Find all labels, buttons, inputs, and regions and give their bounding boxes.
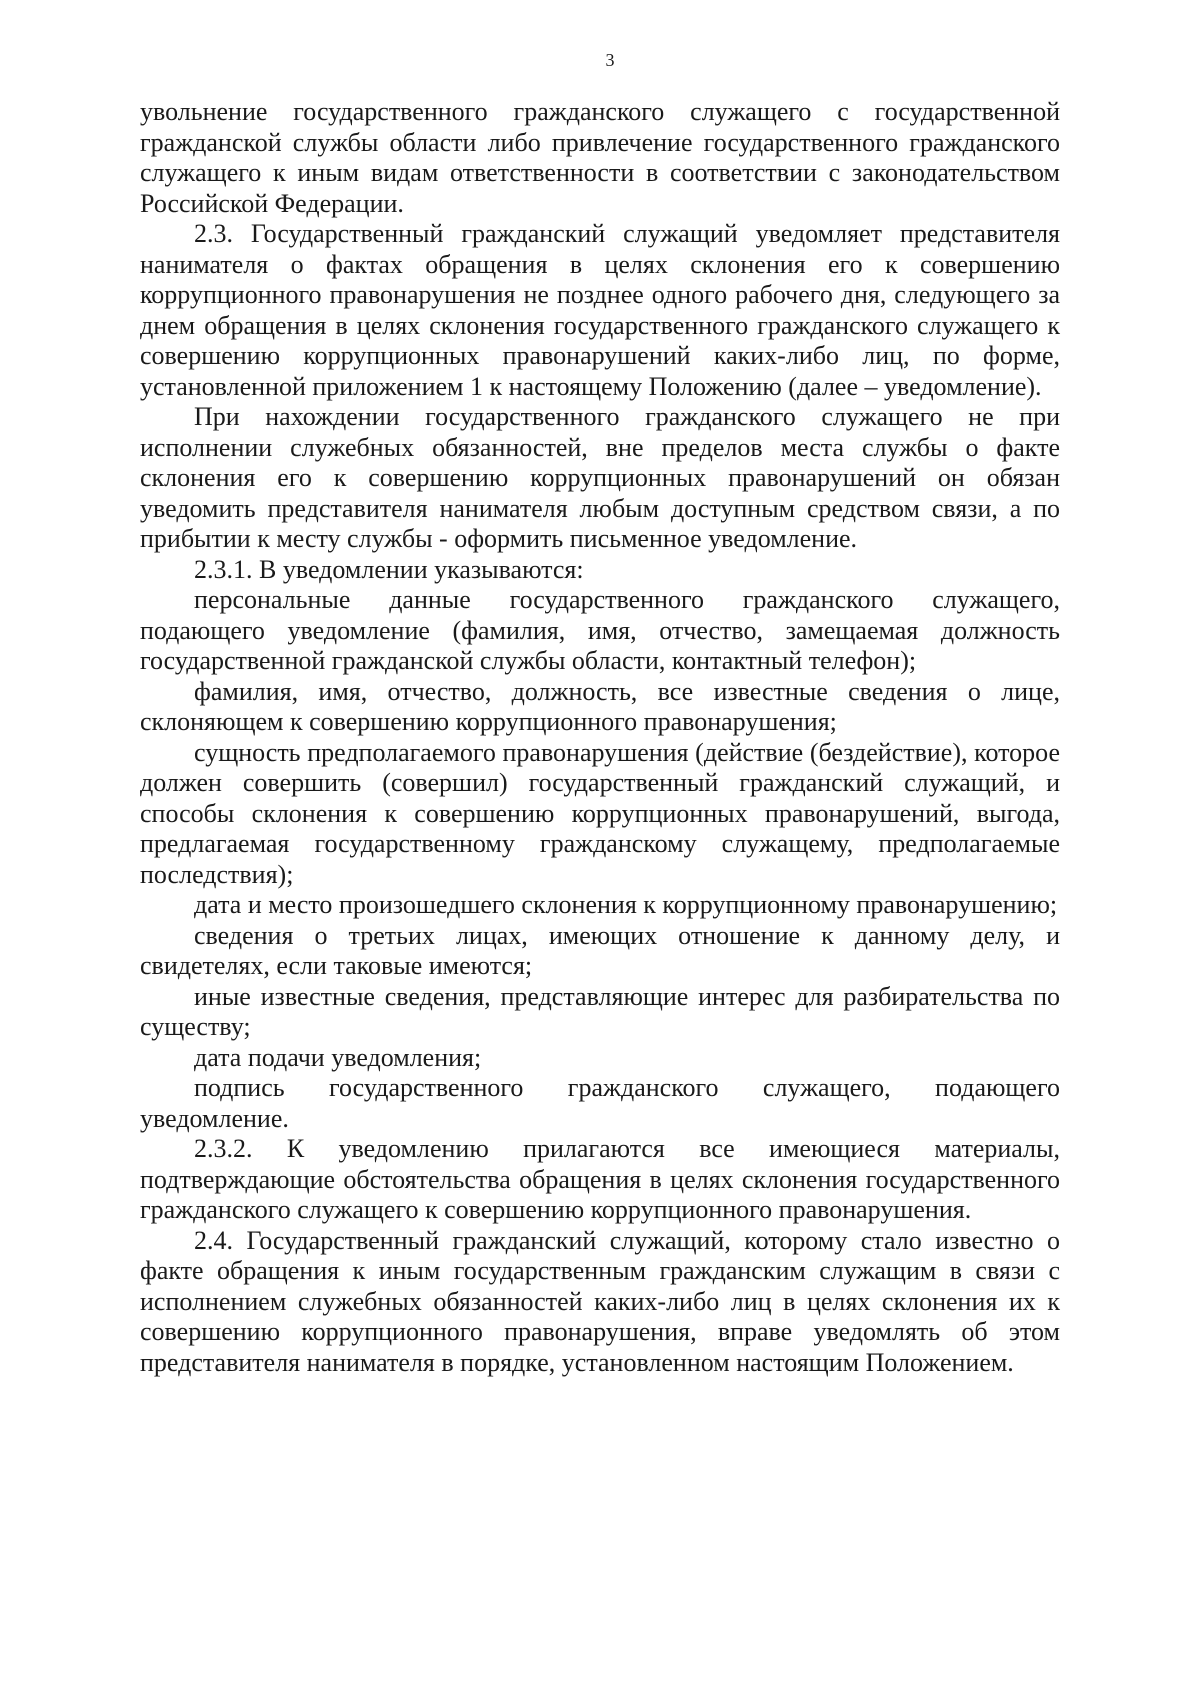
paragraph: сущность предполагаемого правонарушения (действие (бездействие), которое должен совершить (совершил) государственный гражданский служащий, и способы склонения к совершению коррупционных правонарушений, выгода, предлагаемая государственному гражданскому служащему, предполагаемые последствия); [140,737,1060,889]
document-body [140,97,1060,1378]
paragraph: увольнение государственного гражданского служащего с государственной гражданской службы области либо привлечение государственного гражданского служащего к иным видам ответственности в соответствии с законодательством Российской Федерации. [140,97,1060,218]
paragraph: дата и место произошедшего склонения к коррупционному правонарушению; [194,890,1058,919]
paragraph: 2.3.1. В уведомлении указываются: [194,554,584,584]
paragraph: 2.3.2. К уведомлению прилагаются все имеющиеся материалы, подтверждающие обстоятельства обращения в целях склонения государственного гражданского служащего к совершению коррупционного правонарушения. [140,1134,1060,1224]
page-number: 3 [605,50,615,70]
paragraph: сведения о третьих лицах, имеющих отношение к данному делу, и свидетелях, если таковые имеются; [140,920,1060,980]
paragraph: 2.4. Государственный гражданский служащий, которому стало известно о факте обращения к иным государственным гражданским служащим в связи с исполнением служебных обязанностей каких-либо лиц в целях склонения их к совершению коррупционного правонарушения, вправе уведомлять об этом представителя нанимателя в порядке, установленном настоящим Положением. [140,1225,1060,1377]
document-page [140,50,1060,1378]
paragraph: фамилия, имя, отчество, должность, все известные сведения о лице, склоняющем к совершению коррупционного правонарушения; [140,676,1060,736]
paragraph: персональные данные государственного гражданского служащего, подающего уведомление (фамилия, имя, отчество, замещаемая должность государственной гражданской службы области, контактный телефон); [140,585,1060,675]
paragraph: При нахождении государственного гражданского служащего не при исполнении служебных обязанностей, вне пределов места службы о факте склонения его к совершению коррупционных правонарушений он обязан уведомить представителя нанимателя любым доступным средством связи, а по прибытии к месту службы - оформить письменное уведомление. [140,402,1060,553]
paragraph: 2.3. Государственный гражданский служащий уведомляет представителя нанимателя о фактах обращения в целях склонения его к совершению коррупционного правонарушения не позднее одного рабочего дня, следующего за днем обращения в целях склонения государственного гражданского служащего к совершению коррупционных правонарушений каких-либо лиц, по форме, установленной приложением 1 к настоящему Положению (далее – уведомление). [140,219,1060,401]
paragraph: дата подачи уведомления; [194,1042,482,1072]
paragraph: подпись государственного гражданского служащего, подающего уведомление. [140,1073,1060,1133]
paragraph: иные известные сведения, представляющие интерес для разбирательства по существу; [140,981,1060,1041]
